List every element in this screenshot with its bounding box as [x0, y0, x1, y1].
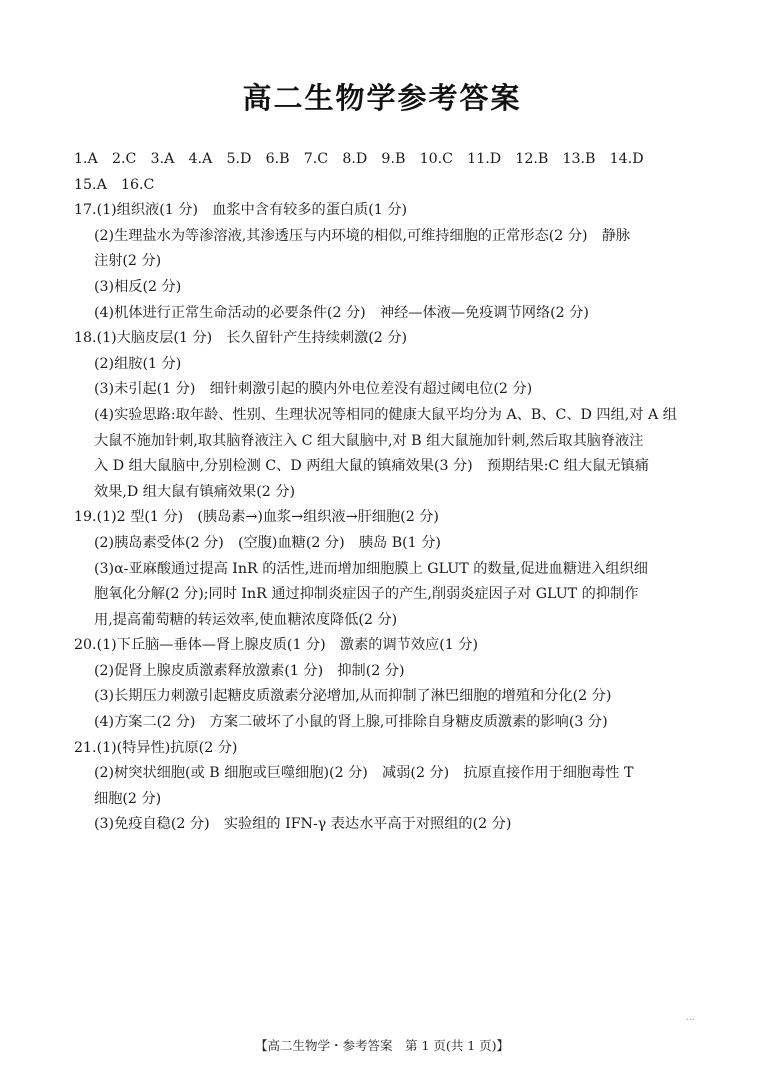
answer-line-q17-1: 17.(1)组织液(1 分) 血浆中含有较多的蛋白质(1 分): [74, 202, 408, 219]
answer-line-q19-2: (2)胰岛素受体(2 分) (空腹)血糖(2 分) 胰岛 B(1 分): [94, 534, 441, 551]
answer-line-q17-3: 注射(2 分): [94, 253, 162, 270]
answer-line-q18-6: 入 D 组大鼠脑中,分别检测 C、D 两组大鼠的镇痛效果(3 分) 预期结果:C 组大鼠无镇痛: [94, 458, 649, 475]
answer-line-q18-4: (4)实验思路:取年龄、性别、生理状况等相同的健康大鼠平均分为 A、B、C、D 四组,对 A 组: [94, 406, 677, 423]
page-footer: 【高二生物学・参考答案 第 1 页(共 1 页)】: [254, 1038, 510, 1053]
page-title: 高二生物学参考答案: [242, 81, 522, 115]
answer-line-q18-5: 大鼠不施加针刺,取其脑脊液注入 C 组大鼠脑中,对 B 组大鼠施加针刺,然后取其脑脊液注: [94, 432, 644, 449]
answer-line-mcq-1: 1.A 2.C 3.A 4.A 5.D 6.B 7.C 8.D 9.B 10.C 11.D 12.B 13.B 14.D: [74, 151, 644, 167]
answer-line-q18-2: (2)组胺(1 分): [94, 355, 182, 372]
answer-line-q20-3: (3)长期压力刺激引起糖皮质激素分泌增加,从而抑制了淋巴细胞的增殖和分化(2 分): [94, 688, 612, 705]
answer-line-mcq-2: 15.A 16.C: [74, 176, 155, 193]
answer-line-q17-4: (3)相反(2 分): [94, 278, 182, 295]
answer-line-q21-3: 细胞(2 分): [94, 790, 162, 807]
answer-line-q20-1: 20.(1)下丘脑—垂体—肾上腺皮质(1 分) 激素的调节效应(1 分): [74, 637, 478, 654]
answer-line-q21-2: (2)树突状细胞(或 B 细胞或巨噬细胞)(2 分) 减弱(2 分) 抗原直接作用于细胞毒性 T: [94, 765, 634, 782]
answer-line-q19-3: (3)α-亚麻酸通过提高 InR 的活性,进而增加细胞膜上 GLUT 的数量,促进血糖进入组织细: [94, 560, 648, 577]
answer-line-q19-4: 胞氧化分解(2 分);同时 InR 通过抑制炎症因子的产生,削弱炎症因子对 GLUT 的抑制作: [94, 586, 639, 603]
answer-line-q21-4: (3)免疫自稳(2 分) 实验组的 IFN-γ 表达水平高于对照组的(2 分): [94, 816, 512, 833]
answer-line-q20-4: (4)方案二(2 分) 方案二破坏了小鼠的肾上腺,可排除自身糖皮质激素的影响(3 分): [94, 714, 608, 731]
answer-line-q18-1: 18.(1)大脑皮层(1 分) 长久留针产生持续刺激(2 分): [74, 330, 408, 347]
answer-line-q17-2: (2)生理盐水为等渗溶液,其渗透压与内环境的相似,可维持细胞的正常形态(2 分) 静脉: [94, 227, 631, 244]
answer-line-q20-2: (2)促肾上腺皮质激素释放激素(1 分) 抑制(2 分): [94, 662, 405, 679]
answer-line-q18-7: 效果,D 组大鼠有镇痛效果(2 分): [94, 483, 296, 500]
corner-mark: ...: [686, 1013, 695, 1023]
answer-line-q19-5: 用,提高葡萄糖的转运效率,使血糖浓度降低(2 分): [94, 611, 398, 628]
answer-line-q18-3: (3)未引起(1 分) 细针刺激引起的膜内外电位差没有超过阈电位(2 分): [94, 381, 533, 398]
answer-line-q17-5: (4)机体进行正常生命活动的必要条件(2 分) 神经—体液—免疫调节网络(2 分): [94, 304, 589, 321]
answer-line-q19-1: 19.(1)2 型(1 分) (胰岛素→)血浆→组织液→肝细胞(2 分): [74, 509, 439, 526]
answer-line-q21-1: 21.(1)(特异性)抗原(2 分): [74, 739, 238, 756]
answer-body: [74, 147, 694, 838]
